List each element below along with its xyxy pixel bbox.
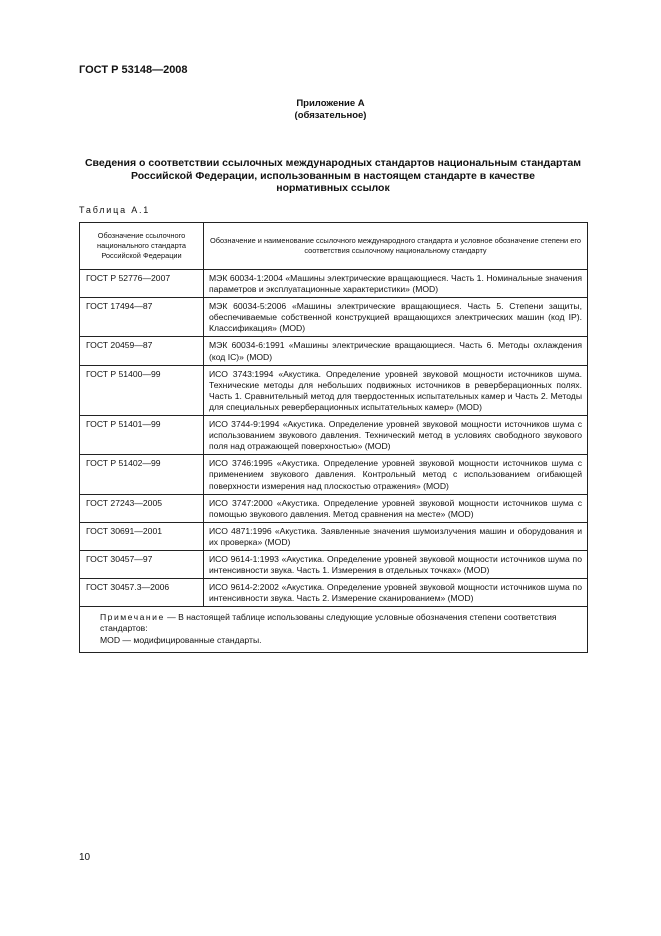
international-standard-cell: МЭК 60034-5:2006 «Машины электрические вращающиеся. Часть 5. Степени защиты, обеспечиваемые собственной конструкцией вращающихся электрических машин (код IP). Классификация» (MOD)	[204, 298, 588, 337]
national-standard-cell: ГОСТ 30691—2001	[80, 522, 204, 550]
international-standard-cell: ИСО 9614-1:1993 «Акустика. Определение уровней звуковой мощности источников шума по интенсивности звука. Часть 1. Измерения в отдельных точках» (MOD)	[204, 550, 588, 578]
national-standard-cell: ГОСТ 30457.3—2006	[80, 579, 204, 607]
table-row	[80, 494, 588, 522]
table-note-row	[80, 607, 588, 652]
table-row	[80, 365, 588, 415]
international-standard-cell: ИСО 9614-2:2002 «Акустика. Определение уровней звуковой мощности источников шума по интенсивности звука. Часть 2. Измерение сканированием» (MOD)	[204, 579, 588, 607]
national-standard-cell: ГОСТ 20459—87	[80, 337, 204, 365]
international-standard-cell: ИСО 3747:2000 «Акустика. Определение уровней звуковой мощности источников шума с помощью звукового давления. Метод сравнения на месте» (MOD)	[204, 494, 588, 522]
international-standard-cell: МЭК 60034-1:2004 «Машины электрические вращающиеся. Часть 1. Номинальные значения параметров и эксплуатационные характеристики» (MOD)	[204, 270, 588, 298]
appendix-header	[0, 98, 661, 122]
heading-line: нормативных ссылок	[276, 182, 390, 194]
table-caption: Таблица А.1	[79, 205, 151, 215]
national-standard-cell: ГОСТ Р 51402—99	[80, 455, 204, 494]
note-item: MOD — модифицированные стандарты.	[100, 634, 262, 645]
references-table	[79, 222, 588, 653]
table-row	[80, 522, 588, 550]
national-standard-cell: ГОСТ 30457—97	[80, 550, 204, 578]
national-standard-cell: ГОСТ 17494—87	[80, 298, 204, 337]
table-row	[80, 270, 588, 298]
section-heading	[79, 157, 587, 195]
international-standard-cell: ИСО 3743:1994 «Акустика. Определение уровней звуковой мощности источников шума. Технические методы для небольших подвижных источников в реверберационных полях. Часть 1. Сравнительный метод для твердостенных испытательных камер и Часть 2. Методы для специальных реверберационных испытательных камер» (MOD)	[204, 365, 588, 415]
heading-line: Российской Федерации, использованным в настоящем стандарте в качестве	[131, 169, 535, 182]
international-standard-cell: МЭК 60034-6:1991 «Машины электрические вращающиеся. Часть 6. Методы охлаждения (код IC)» (MOD)	[204, 337, 588, 365]
table-header-row	[80, 223, 588, 270]
international-standard-cell: ИСО 3746:1995 «Акустика. Определение уровней звуковой мощности источников шума с применением звукового давления. Контрольный метод с использованием огибающей поверхности измерения над плоскостью отражения» (MOD)	[204, 455, 588, 494]
note-label: Примечание	[100, 612, 165, 623]
page-number: 10	[79, 852, 91, 863]
table-row	[80, 416, 588, 455]
national-standard-cell: ГОСТ 27243—2005	[80, 494, 204, 522]
table-row	[80, 579, 588, 607]
table-note	[80, 607, 588, 652]
table-row	[80, 455, 588, 494]
table-row	[80, 550, 588, 578]
heading-line: Сведения о соответствии ссылочных международных стандартов национальным стандартам	[84, 157, 582, 169]
appendix-title: Приложение А	[296, 98, 365, 109]
table-row	[80, 337, 588, 365]
note-body: — В настоящей таблице использованы следующие условные обозначения степени соответствия стандартов:	[100, 612, 557, 634]
table-row	[80, 298, 588, 337]
national-standard-cell: ГОСТ Р 51401—99	[80, 416, 204, 455]
international-standard-cell: ИСО 3744-9:1994 «Акустика. Определение уровней звуковой мощности источников шума с использованием звукового давления. Технический метод в условиях свободного звукового поля над отражающей поверхностью» (MOD)	[204, 416, 588, 455]
column-header-national-standard: Обозначение ссылочного национального стандарта Российской Федерации	[80, 223, 204, 270]
note-text	[86, 612, 581, 634]
national-standard-cell: ГОСТ Р 52776—2007	[80, 270, 204, 298]
appendix-status: (обязательное)	[294, 110, 367, 121]
column-header-international-standard: Обозначение и наименование ссылочного международного стандарта и условное обозначение степени его соответствия ссылочному национальному стандарту	[204, 223, 588, 270]
national-standard-cell: ГОСТ Р 51400—99	[80, 365, 204, 415]
international-standard-cell: ИСО 4871:1996 «Акустика. Заявленные значения шумоизлучения машин и оборудования и их проверка» (MOD)	[204, 522, 588, 550]
document-code: ГОСТ Р 53148—2008	[79, 64, 188, 76]
